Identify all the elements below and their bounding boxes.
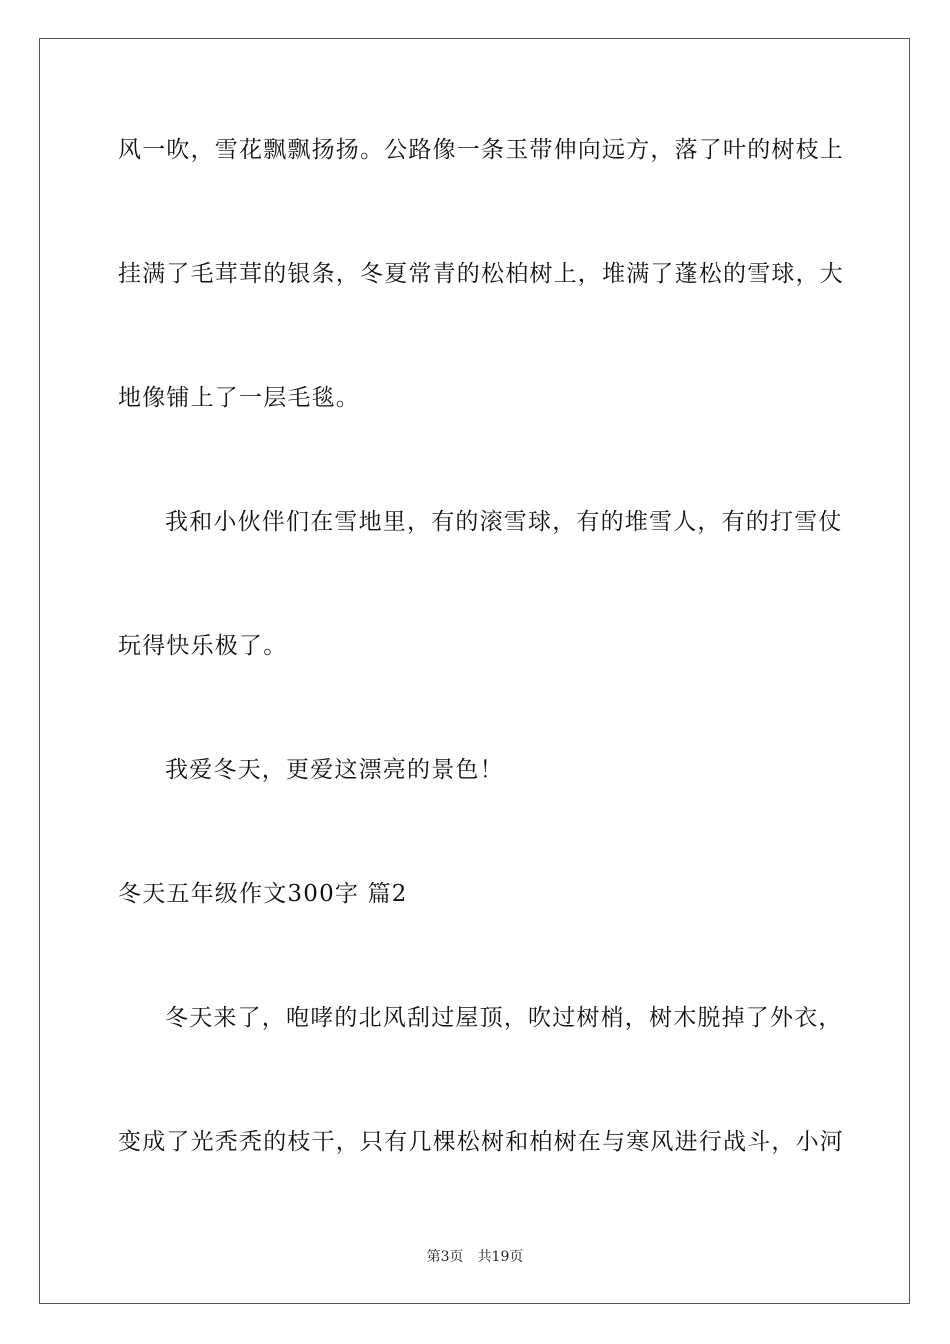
paragraph-line: 我和小伙伴们在雪地里，有的滚雪球，有的堆雪人，有的打雪仗 <box>165 509 843 535</box>
paragraph-line: 挂满了毛茸茸的银条，冬夏常青的松柏树上，堆满了蓬松的雪球，大 <box>118 261 844 287</box>
paragraph-line: 玩得快乐极了。 <box>118 633 288 659</box>
paragraph-line: 变成了光秃秃的枝干，只有几棵松树和柏树在与寒风进行战斗，小河 <box>118 1129 844 1155</box>
paragraph-line: 地像铺上了一层毛毯。 <box>118 385 360 411</box>
page-border <box>39 38 910 1304</box>
page-number-footer: 第3页 共19页 <box>426 1249 524 1265</box>
paragraph-line: 我爱冬天，更爱这漂亮的景色！ <box>165 757 504 783</box>
paragraph-line: 风一吹，雪花飘飘扬扬。公路像一条玉带伸向远方，落了叶的树枝上 <box>118 137 844 163</box>
section-heading: 冬天五年级作文300字 篇2 <box>118 881 408 907</box>
paragraph-line: 冬天来了，咆哮的北风刮过屋顶，吹过树梢，树木脱掉了外衣， <box>165 1005 843 1031</box>
